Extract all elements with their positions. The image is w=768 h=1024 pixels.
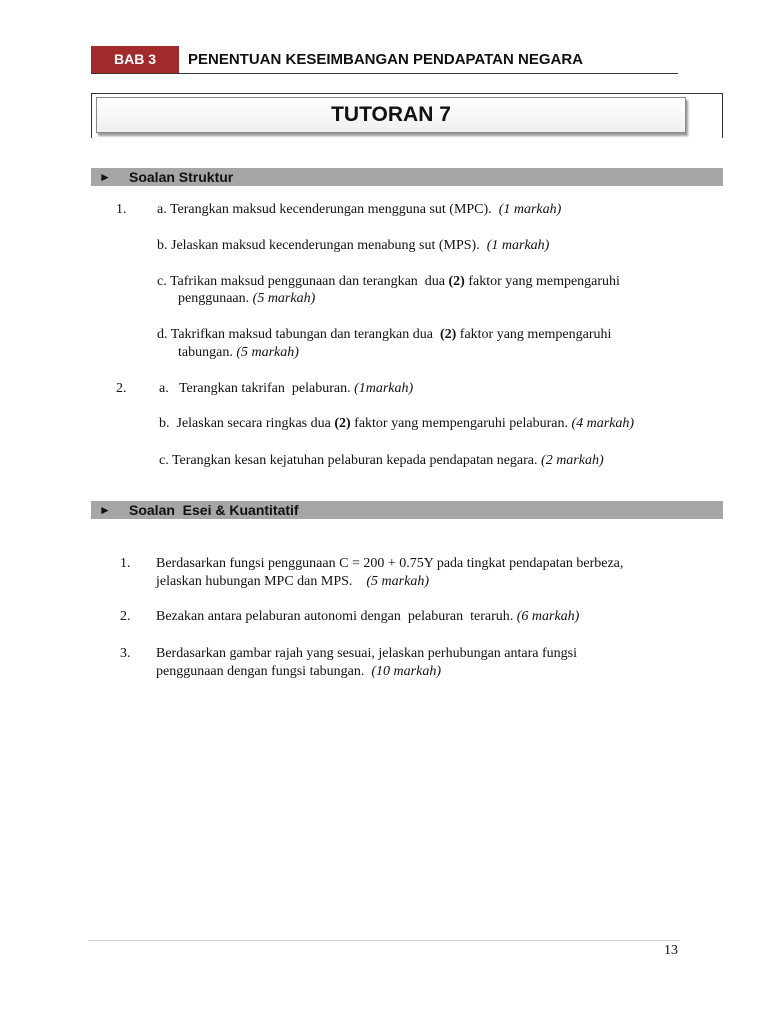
section-bar-soalan-esei — [91, 501, 723, 519]
arrow-right-icon: ► — [99, 503, 111, 517]
question-1d-line2: tabungan. (5 markah) — [178, 345, 299, 360]
question-2b: b. Jelaskan secara ringkas dua (2) faktor yang mempengaruhi pelaburan. (4 markah) — [159, 416, 635, 431]
question-number: 1. — [120, 556, 131, 571]
title-frame-left — [91, 93, 92, 138]
question-1c-line1: c. Tafrikan maksud penggunaan dan terangkan dua (2) faktor yang mempengaruhi — [157, 274, 620, 289]
question-number: 1. — [116, 202, 127, 217]
question-number: 2. — [120, 609, 131, 624]
section-label: Soalan Esei & Kuantitatif — [129, 502, 299, 518]
arrow-right-icon: ► — [99, 170, 111, 184]
chapter-title: PENENTUAN KESEIMBANGAN PENDAPATAN NEGARA — [188, 51, 584, 68]
title-frame-right — [722, 93, 723, 138]
essay-question-1-line2: jelaskan hubungan MPC dan MPS. (5 markah) — [156, 574, 429, 589]
question-number: 3. — [120, 646, 131, 661]
header-divider — [91, 73, 678, 74]
question-1b: b. Jelaskan maksud kecenderungan menabung sut (MPS). (1 markah) — [157, 238, 550, 253]
question-1d-line1: d. Takrifkan maksud tabungan dan terangkan dua (2) faktor yang mempengaruhi — [157, 327, 612, 342]
section-label: Soalan Struktur — [129, 169, 234, 185]
chapter-badge: BAB 3 — [91, 46, 179, 73]
question-1c-line2: penggunaan. (5 markah) — [178, 291, 316, 306]
page-title: TUTORAN 7 — [96, 97, 686, 133]
footer-divider — [88, 940, 680, 941]
question-2a: a. Terangkan takrifan pelaburan. (1markah) — [159, 381, 414, 396]
page-number: 13 — [664, 943, 678, 958]
essay-question-3-line1: Berdasarkan gambar rajah yang sesuai, jelaskan perhubungan antara fungsi — [156, 646, 578, 661]
essay-question-1-line1: Berdasarkan fungsi penggunaan C = 200 + 0.75Y pada tingkat pendapatan berbeza, — [156, 556, 624, 571]
question-2c: c. Terangkan kesan kejatuhan pelaburan kepada pendapatan negara. (2 markah) — [159, 453, 604, 468]
section-bar-soalan-struktur — [91, 168, 723, 186]
essay-question-3-line2: penggunaan dengan fungsi tabungan. (10 markah) — [156, 664, 441, 679]
essay-question-2: Bezakan antara pelaburan autonomi dengan pelaburan teraruh. (6 markah) — [156, 609, 580, 624]
question-1a: a. Terangkan maksud kecenderungan mengguna sut (MPC). (1 markah) — [157, 202, 562, 217]
title-frame-top — [91, 93, 723, 94]
question-number: 2. — [116, 381, 127, 396]
